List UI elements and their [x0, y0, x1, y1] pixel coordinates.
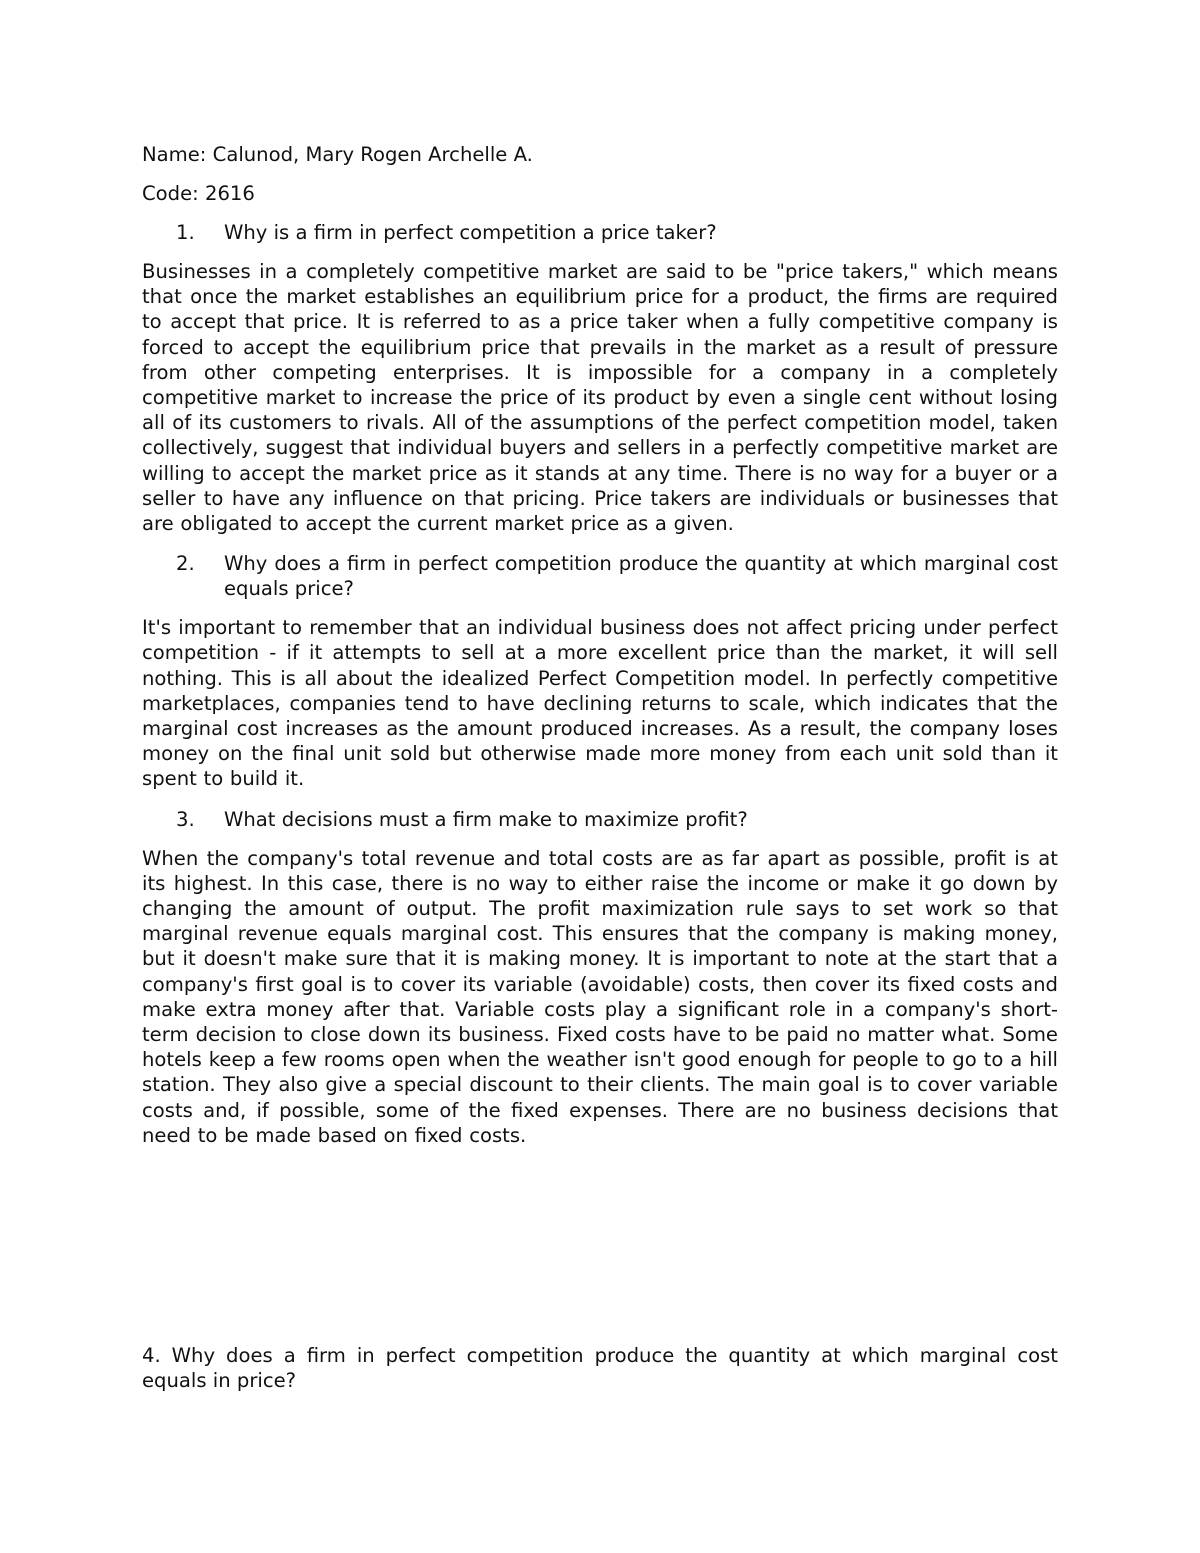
- answer-1: Businesses in a completely competitive market are said to be "price takers," which means that once the market establishes an equilibrium price for a product, the firms are required to accept that price. It is referred to as a price taker when a fully competitive company is forced to accept the equilibrium price that prevails in the market as a result of pressure from other competing enterprises. It is impossible for a company in a completely competitive market to increase the price of its product by even a single cent without losing all of its customers to rivals. All of the assumptions of the perfect competition model, taken collectively, suggest that individual buyers and sellers in a perfectly competitive market are willing to accept the market price as it stands at any time. There is no way for a buyer or a seller to have any influence on that pricing. Price takers are individuals or businesses that are obligated to accept the current market price as a given.: [142, 260, 1058, 536]
- answer-3: When the company's total revenue and total costs are as far apart as possible, profit is at its highest. In this case, there is no way to either raise the income or make it go down by changing the amount of output. The profit maximization rule says to set work so that marginal revenue equals marginal cost. This ensures that the company is making money, but it doesn't make sure that it is making money. It is important to note at the start that a company's first goal is to cover its variable (avoidable) costs, then cover its fixed costs and make extra money after that. Variable costs play a significant role in a company's short-term decision to close down its business. Fixed costs have to be paid no matter what. Some hotels keep a few rooms open when the weather isn't good enough for people to go to a hill station. They also give a special discount to their clients. The main goal is to cover variable costs and, if possible, some of the fixed expenses. There are no business decisions that need to be made based on fixed costs.: [142, 846, 1058, 1147]
- question-text: Why is a firm in perfect competition a price taker?: [224, 221, 717, 244]
- question-4: 4. Why does a firm in perfect competition produce the quantity at which marginal cost equals in price?: [142, 1344, 1058, 1392]
- question-text: Why does a firm in perfect competition produce the quantity at which marginal cost equals price?: [224, 552, 1058, 601]
- question-2: [142, 551, 1058, 601]
- student-name: Name: Calunod, Mary Rogen Archelle A.: [142, 143, 533, 166]
- question-number: 1.: [176, 221, 195, 244]
- question-number: 3.: [176, 807, 195, 831]
- student-code: Code: 2616: [142, 182, 255, 205]
- question-3: [142, 807, 1058, 832]
- answer-2: It's important to remember that an individual business does not affect pricing under perfect competition - if it attempts to sell at a more excellent price than the market, it will sell nothing. This is all about the idealized Perfect Competition model. In perfectly competitive marketplaces, companies tend to have declining returns to scale, which indicates that the marginal cost increases as the amount produced increases. As a result, the company loses money on the final unit sold but otherwise made more money from each unit sold than it spent to build it.: [142, 616, 1058, 791]
- question-text: What decisions must a firm make to maximize profit?: [224, 807, 748, 831]
- question-number: 2.: [176, 552, 195, 576]
- question-1: [142, 220, 1058, 245]
